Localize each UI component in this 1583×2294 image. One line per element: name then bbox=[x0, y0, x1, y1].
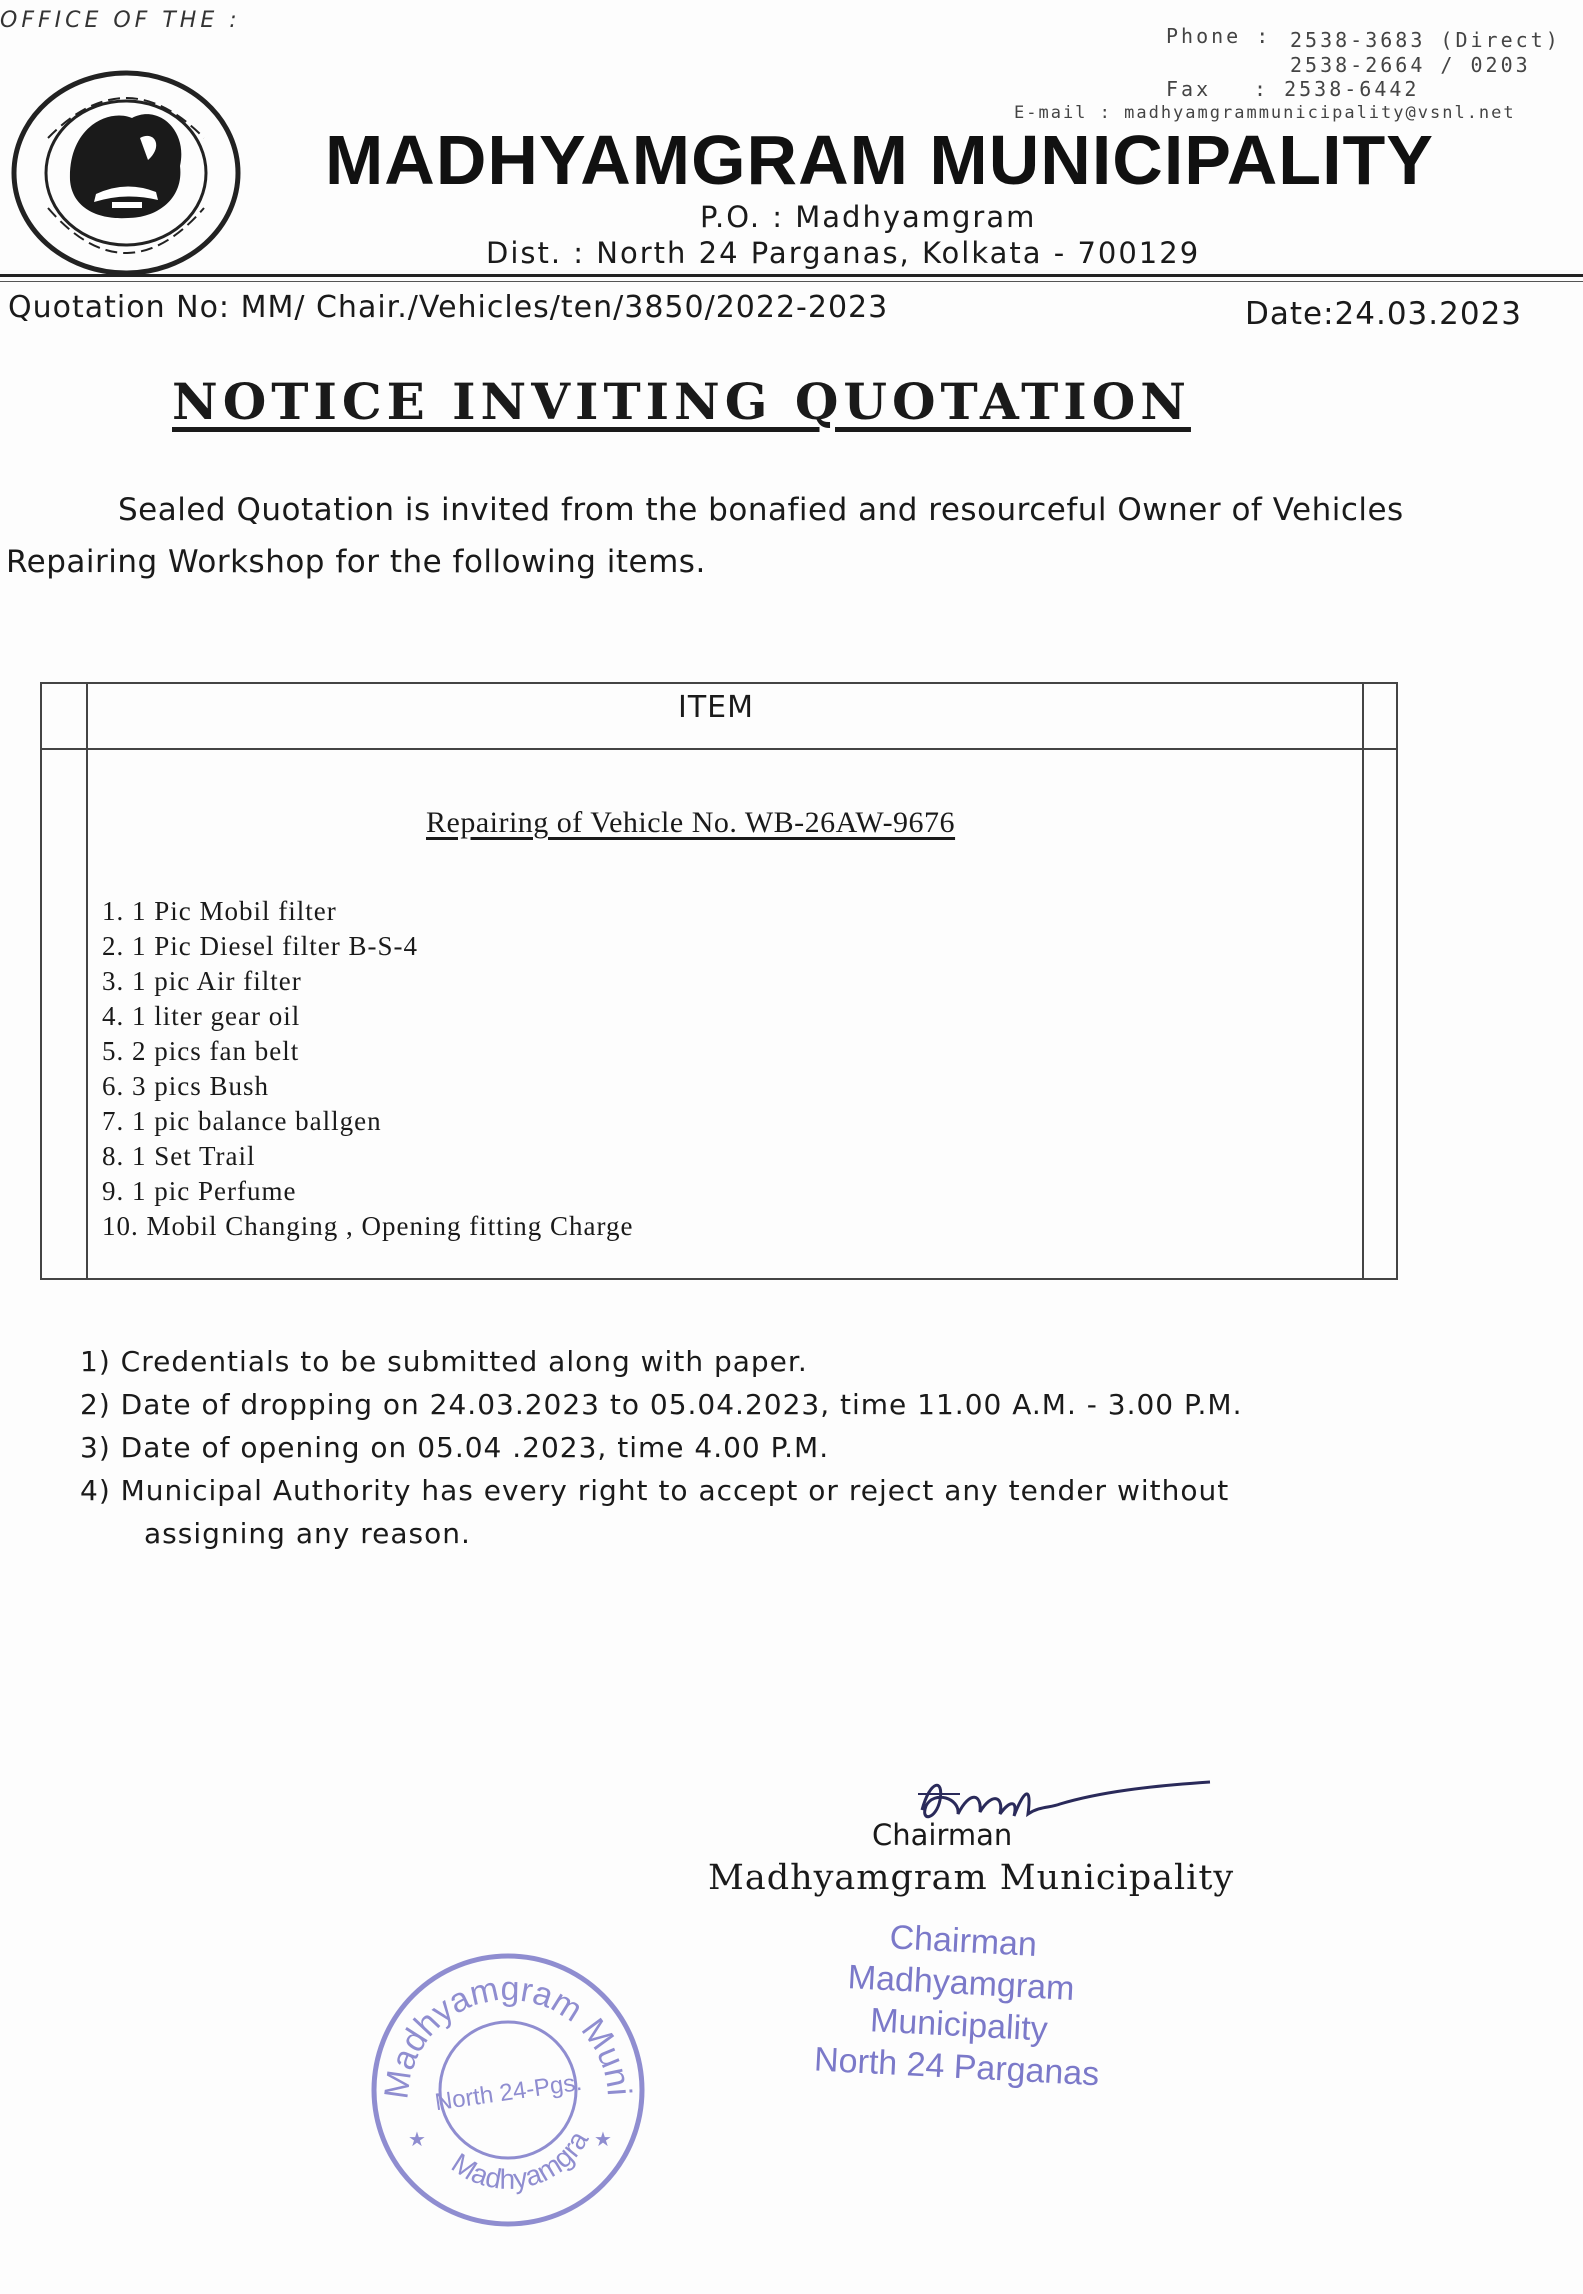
stamp-line-chairman: Chairman bbox=[888, 1918, 1038, 1964]
post-office: P.O. : Madhyamgram bbox=[700, 200, 1037, 234]
intro-paragraph bbox=[6, 484, 1486, 588]
list-item: 9. 1 pic Perfume bbox=[102, 1176, 297, 1206]
condition-item: 2) Date of dropping on 24.03.2023 to 05.04.2023, time 11.00 A.M. - 3.00 P.M. bbox=[80, 1388, 1243, 1421]
list-item: 8. 1 Set Trail bbox=[102, 1141, 256, 1171]
chairman-stamp bbox=[766, 1910, 1154, 2098]
municipality-name: MADHYAMGRAM MUNICIPALITY bbox=[325, 121, 1434, 199]
star-icon: ★ bbox=[594, 2127, 612, 2151]
email-address: E-mail : madhyamgrammunicipality@vsnl.net bbox=[1014, 103, 1516, 123]
round-stamp-center-text: North 24-Pgs. bbox=[433, 2068, 584, 2117]
list-item: 4. 1 liter gear oil bbox=[102, 1001, 301, 1031]
signatory-title: Chairman bbox=[872, 1818, 1013, 1852]
star-icon: ★ bbox=[408, 2127, 426, 2151]
condition-item: 3) Date of opening on 05.04 .2023, time 4.00 P.M. bbox=[80, 1431, 830, 1464]
table-header-item: ITEM bbox=[678, 690, 755, 725]
table-right-divider bbox=[1362, 682, 1364, 1280]
quotation-number: Quotation No: MM/ Chair./Vehicles/ten/3850/2022-2023 bbox=[8, 290, 889, 325]
vehicle-repair-title: Repairing of Vehicle No. WB-26AW-9676 bbox=[426, 806, 956, 839]
list-item: 7. 1 pic balance ballgen bbox=[102, 1106, 382, 1136]
office-of-label: OFFICE OF THE : bbox=[0, 8, 241, 33]
table-left-divider bbox=[86, 682, 88, 1280]
letterhead-rule-thin bbox=[0, 281, 1583, 282]
signatory-organisation: Madhyamgram Municipality bbox=[708, 1858, 1235, 1898]
notice-title: NOTICE INVITING QUOTATION bbox=[172, 372, 1191, 431]
list-item: 6. 3 pics Bush bbox=[102, 1071, 270, 1101]
phone-label: Phone : bbox=[1166, 24, 1272, 48]
stamp-line-municipality: Madhyamgram Municipality bbox=[846, 1958, 1076, 2049]
round-stamp-bottom-text: Madhyamgra bbox=[446, 2125, 595, 2195]
municipal-seal-icon bbox=[8, 68, 244, 278]
fax-value: : 2538-6442 bbox=[1254, 77, 1420, 101]
condition-item: 4) Municipal Authority has every right to accept or reject any tender without bbox=[80, 1474, 1230, 1507]
condition-item: 1) Credentials to be submitted along with paper. bbox=[80, 1345, 808, 1378]
condition-item-continued: assigning any reason. bbox=[144, 1517, 471, 1550]
round-seal-stamp bbox=[368, 1950, 648, 2230]
phone-direct: 2538-3683 (Direct) bbox=[1290, 28, 1561, 52]
list-item: 2. 1 Pic Diesel filter B-S-4 bbox=[102, 931, 418, 961]
item-list bbox=[102, 894, 633, 1244]
conditions-list bbox=[80, 1340, 1243, 1555]
letterhead-rule bbox=[0, 274, 1583, 277]
stamp-line-district: North 24 Parganas bbox=[813, 2040, 1101, 2094]
table-header-divider bbox=[40, 748, 1398, 750]
list-item: 1. 1 Pic Mobil filter bbox=[102, 896, 337, 926]
list-item: 5. 2 pics fan belt bbox=[102, 1036, 300, 1066]
round-stamp-outer-text: Madhyamgram Muni bbox=[377, 1969, 638, 2102]
svg-text:Madhyamgram Municipality bbox=[368, 1950, 638, 2101]
intro-text: Sealed Quotation is invited from the bonafied and resourceful Owner of Vehicles Repairing Workshop for the following items. bbox=[6, 492, 1404, 580]
notice-date: Date:24.03.2023 bbox=[1245, 296, 1523, 332]
district-address: Dist. : North 24 Parganas, Kolkata - 700129 bbox=[486, 236, 1201, 270]
fax-label: Fax bbox=[1166, 77, 1212, 101]
list-item: 3. 1 pic Air filter bbox=[102, 966, 302, 996]
phone-other: 2538-2664 / 0203 bbox=[1290, 53, 1531, 77]
list-item: 10. Mobil Changing , Opening fitting Charge bbox=[102, 1211, 634, 1241]
